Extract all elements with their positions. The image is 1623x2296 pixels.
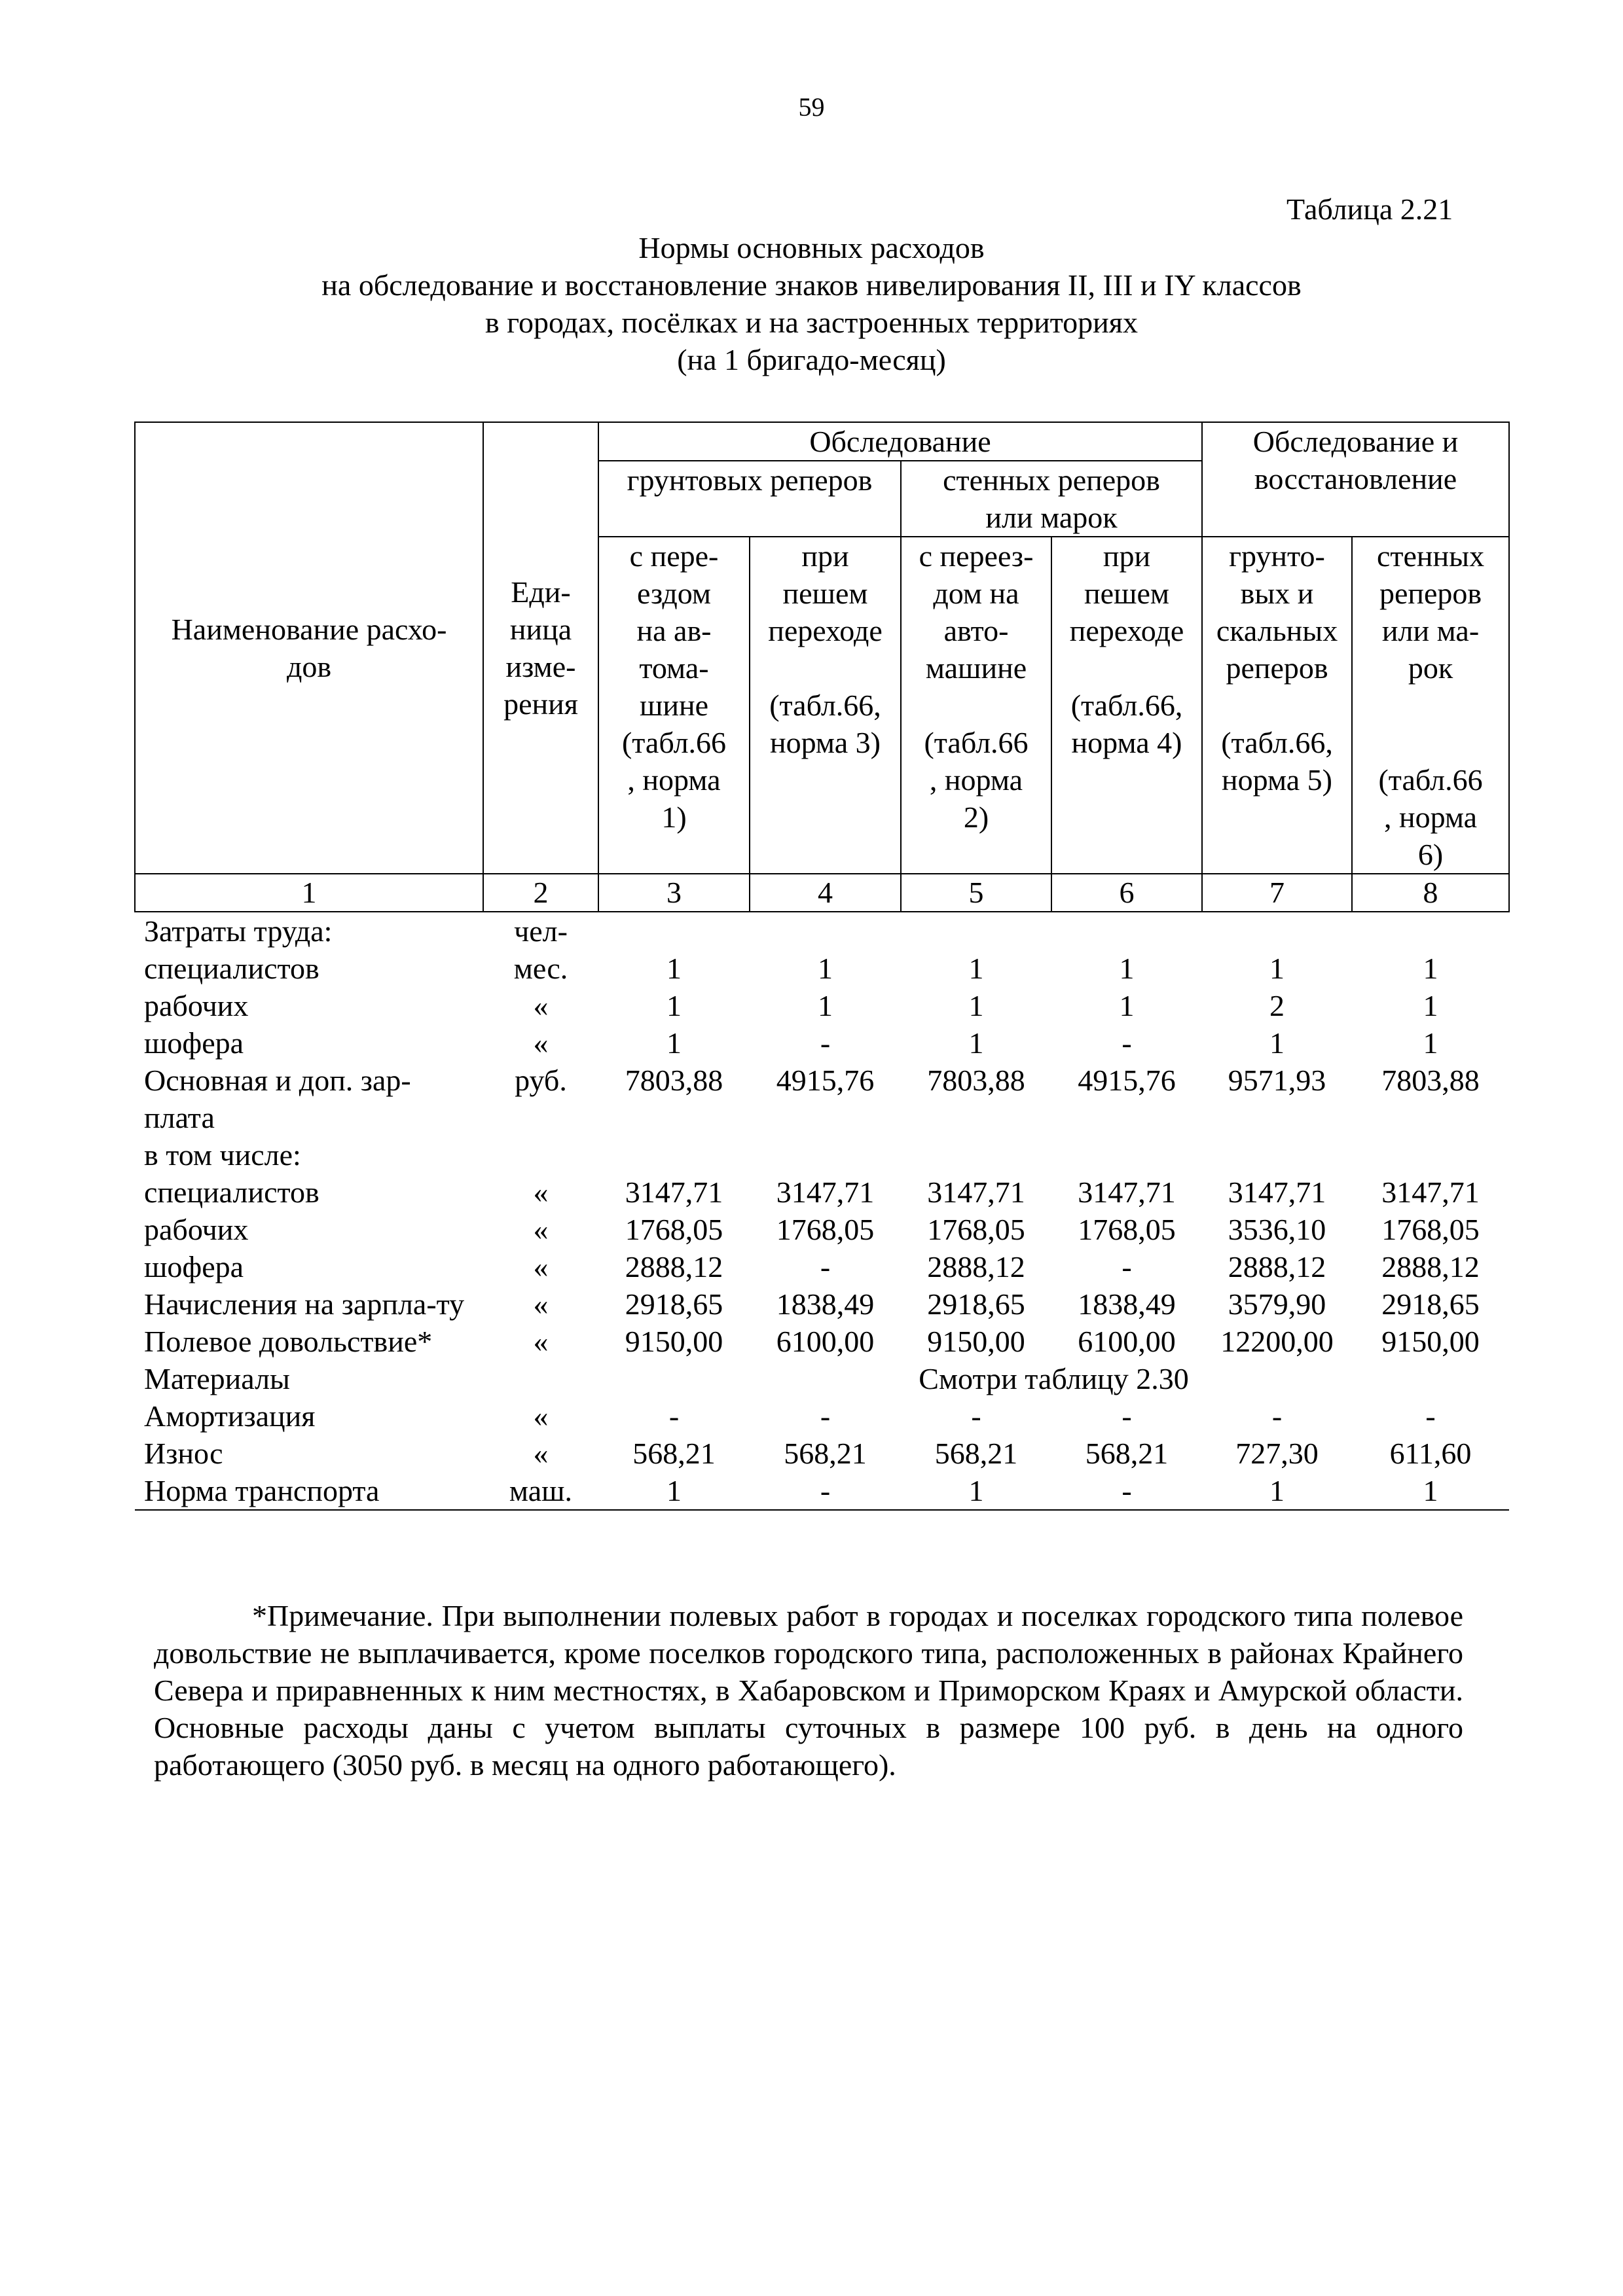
- row-name: Полевое довольствие*: [144, 1325, 433, 1358]
- header-line: (табл.66: [621, 726, 727, 759]
- row-unit: «: [533, 1175, 549, 1209]
- header-line: [1056, 649, 1197, 687]
- row-name: Амортизация: [144, 1399, 316, 1433]
- cell-value: -: [1051, 1472, 1202, 1510]
- cell-value: 6100,00: [1078, 1325, 1176, 1358]
- header-line: пешем: [1084, 577, 1169, 610]
- cell-value: 568,21: [1085, 1437, 1169, 1470]
- header-line: (табл.66,: [1070, 689, 1183, 722]
- table-label: Таблица 2.21: [1286, 192, 1453, 226]
- header-line: рок: [1408, 651, 1453, 685]
- row-unit: [483, 1136, 598, 1174]
- header-survey-restore-line: Обследование и: [1252, 425, 1459, 458]
- cell-value: 2: [1269, 989, 1285, 1022]
- column-number: 7: [1202, 874, 1352, 912]
- row-name: Норма транспорта: [135, 1472, 483, 1510]
- row-unit: маш.: [483, 1472, 598, 1510]
- header-wall-line: или марок: [985, 501, 1118, 534]
- cell-value: 3147,71: [1228, 1175, 1326, 1209]
- header-unit-line: Еди-: [511, 575, 571, 609]
- cell-value: 3147,71: [927, 1175, 1025, 1209]
- header-survey: Обследование: [598, 422, 1202, 461]
- cell-value: 6100,00: [776, 1325, 875, 1358]
- header-line: с пере-: [629, 539, 719, 573]
- column-number: 6: [1051, 874, 1202, 912]
- cell-value: 1838,49: [776, 1287, 875, 1321]
- header-col-5: [901, 537, 1051, 874]
- cell-value: 1: [818, 952, 833, 985]
- table-row: [135, 1211, 1509, 1248]
- cell-value: 12200,00: [1220, 1325, 1334, 1358]
- header-col-7: [1202, 537, 1352, 874]
- cell-value: 3147,71: [776, 1175, 875, 1209]
- row-unit: «: [533, 989, 549, 1022]
- table-row: [135, 1136, 1509, 1174]
- cell-value: 3536,10: [1228, 1213, 1326, 1246]
- cell-value: 7803,88: [625, 1064, 723, 1097]
- cell-value: 1: [968, 1026, 984, 1060]
- header-line: [1357, 687, 1504, 724]
- cell-value: 9150,00: [927, 1325, 1025, 1358]
- header-unit-line: изме-: [505, 650, 576, 683]
- cell-value: 2888,12: [1381, 1250, 1480, 1283]
- table-row: [135, 1360, 1509, 1397]
- header-line: (табл.66: [1378, 763, 1483, 797]
- cell-value: 1: [1119, 989, 1135, 1022]
- row-unit: «: [533, 1250, 549, 1283]
- cell-value: 1: [666, 989, 682, 1022]
- cell-value: 2918,65: [927, 1287, 1025, 1321]
- row-unit: «: [533, 1437, 549, 1470]
- header-col-3: [598, 537, 750, 874]
- header-line: (табл.66,: [1221, 726, 1333, 759]
- header-line: при: [801, 539, 849, 573]
- header-line: пешем: [782, 577, 868, 610]
- cell-value: 611,60: [1389, 1437, 1472, 1470]
- cell-value: 1: [1423, 952, 1438, 985]
- header-unit: [483, 422, 598, 874]
- header-survey-restore: [1202, 422, 1509, 537]
- header-line: реперов: [1379, 577, 1482, 610]
- cell-value: 568,21: [784, 1437, 867, 1470]
- table-row: [135, 950, 1509, 987]
- cell-value: [1352, 1136, 1509, 1174]
- column-number: 8: [1352, 874, 1509, 912]
- cell-value: 1: [1269, 952, 1285, 985]
- cell-value: 1768,05: [625, 1213, 723, 1246]
- page-number: 59: [798, 92, 825, 122]
- header-line: , норма: [929, 763, 1023, 797]
- cell-value: 2888,12: [625, 1250, 723, 1283]
- header-line: переходе: [768, 614, 883, 647]
- header-survey-restore-line: восстановление: [1254, 462, 1457, 495]
- header-line: с переез-: [919, 539, 1034, 573]
- table-title: [0, 229, 1623, 378]
- header-wall-line: стенных реперов: [943, 463, 1160, 497]
- cell-value: 1838,49: [1078, 1287, 1176, 1321]
- header-line: (табл.66,: [769, 689, 881, 722]
- cell-value: -: [1122, 1026, 1132, 1060]
- cell-value: 2888,12: [1228, 1250, 1326, 1283]
- cell-value: 1: [901, 1472, 1051, 1510]
- table-row: [135, 912, 1509, 950]
- row-unit: «: [533, 1026, 549, 1060]
- cell-value: 3147,71: [625, 1175, 723, 1209]
- row-unit: чел-: [514, 914, 568, 948]
- header-line: 1): [661, 800, 687, 834]
- cell-value: -: [820, 1399, 831, 1433]
- cell-value: 1: [666, 1026, 682, 1060]
- table-row: [135, 1285, 1509, 1323]
- row-name: в том числе:: [144, 1138, 301, 1172]
- row-unit: «: [533, 1213, 549, 1246]
- cell-value: 9150,00: [1381, 1325, 1480, 1358]
- cell-value: [1202, 912, 1352, 950]
- cell-value: 4915,76: [1078, 1064, 1176, 1097]
- cell-value: 1: [1119, 952, 1135, 985]
- norms-table: [134, 422, 1510, 1511]
- table-row: [135, 1323, 1509, 1360]
- table-body: [135, 912, 1509, 1510]
- header-line: [905, 687, 1047, 724]
- cell-value: 1: [968, 952, 984, 985]
- cell-value: -: [1122, 1399, 1132, 1433]
- cell-value: 727,30: [1235, 1437, 1319, 1470]
- cell-value: 9571,93: [1228, 1064, 1326, 1097]
- header-line: при: [1103, 539, 1151, 573]
- header-ground-benchmarks: грунтовых реперов: [598, 461, 901, 537]
- header-line: [754, 649, 896, 687]
- cell-value: 1768,05: [1078, 1213, 1176, 1246]
- column-number: 3: [598, 874, 750, 912]
- header-line: , норма: [1383, 800, 1478, 834]
- row-name: специалистов: [144, 952, 319, 985]
- row-name: Основная и доп. зар-плата: [144, 1064, 411, 1134]
- header-line: или ма-: [1381, 614, 1480, 647]
- header-line: стенных: [1377, 539, 1485, 573]
- cell-value: 1: [968, 989, 984, 1022]
- cell-value: 1: [1423, 1026, 1438, 1060]
- cell-value: -: [1122, 1250, 1132, 1283]
- cell-value: [750, 912, 901, 950]
- merged-cell: Смотри таблицу 2.30: [919, 1362, 1189, 1395]
- header-line: реперов: [1226, 651, 1328, 685]
- cell-value: [1051, 1136, 1202, 1174]
- cell-value: 1: [1202, 1472, 1352, 1510]
- header-name-line: Наименование расхо-: [171, 613, 447, 646]
- header-line: (табл.66: [924, 726, 1029, 759]
- header-line: ездом: [637, 577, 711, 610]
- cell-value: 4915,76: [776, 1064, 875, 1097]
- cell-value: 3147,71: [1078, 1175, 1176, 1209]
- header-line: авто-: [943, 614, 1009, 647]
- header-line: на ав-: [636, 614, 712, 647]
- header-line: вых и: [1240, 577, 1314, 610]
- cell-value: 3579,90: [1228, 1287, 1326, 1321]
- cell-value: [901, 912, 1051, 950]
- cell-value: [901, 1136, 1051, 1174]
- row-name: Затраты труда:: [144, 914, 333, 948]
- footnote: *Примечание. При выполнении полевых работ в городах и поселках городского типа полевое довольствие не выплачивается, кроме поселков городского типа, расположенных в районах Крайнего Севера и приравненных к ним местностях, в Хабаровском и Приморском Краях и Амурской области. Основные расходы даны с учетом выплаты суточных в размере 100 руб. в день на одного работающего (3050 руб. в месяц на одного работающего).: [154, 1599, 1463, 1782]
- row-name: шофера: [144, 1250, 244, 1283]
- table-row: [135, 1472, 1509, 1510]
- cell-value: [1202, 1136, 1352, 1174]
- header-name-line: дов: [286, 650, 332, 683]
- row-name: шофера: [144, 1026, 244, 1060]
- cell-value: 2888,12: [927, 1250, 1025, 1283]
- cell-value: 7803,88: [927, 1064, 1025, 1097]
- table-row: [135, 1062, 1509, 1136]
- header-wall-benchmarks: [901, 461, 1202, 537]
- header-line: дом на: [933, 577, 1019, 610]
- cell-value: 2918,65: [1381, 1287, 1480, 1321]
- table-row: [135, 1248, 1509, 1285]
- header-col-4: [750, 537, 901, 874]
- header-line: переходе: [1069, 614, 1184, 647]
- cell-value: 568,21: [632, 1437, 716, 1470]
- cell-value: -: [750, 1472, 901, 1510]
- table-row: [135, 1397, 1509, 1435]
- header-line: норма 3): [770, 726, 881, 759]
- header-line: шине: [639, 689, 709, 722]
- cell-value: -: [1271, 1399, 1283, 1433]
- cell-value: 3147,71: [1381, 1175, 1480, 1209]
- header-line: скальных: [1216, 614, 1338, 647]
- title-line: (на 1 бригадо-месяц): [677, 343, 946, 376]
- header-line: 6): [1417, 838, 1444, 871]
- header-line: машине: [925, 651, 1027, 685]
- row-unit: мес.: [513, 952, 568, 985]
- row-name: специалистов: [144, 1175, 319, 1209]
- cell-value: 568,21: [934, 1437, 1018, 1470]
- cell-value: 1: [1352, 1472, 1509, 1510]
- table-row: [135, 987, 1509, 1024]
- cell-value: [598, 912, 750, 950]
- cell-value: 9150,00: [625, 1325, 723, 1358]
- cell-value: [1352, 912, 1509, 950]
- cell-value: 1768,05: [1381, 1213, 1480, 1246]
- column-numbers-row: [135, 874, 1509, 912]
- cell-value: 1768,05: [776, 1213, 875, 1246]
- row-name: Износ: [144, 1437, 223, 1470]
- cell-value: 1: [1423, 989, 1438, 1022]
- cell-value: 7803,88: [1381, 1064, 1480, 1097]
- header-line: , норма: [627, 763, 721, 797]
- column-number: 2: [483, 874, 598, 912]
- title-line: Нормы основных расходов: [638, 231, 985, 264]
- cell-value: -: [668, 1399, 680, 1433]
- cell-value: -: [1425, 1399, 1436, 1433]
- cell-value: [750, 1136, 901, 1174]
- cell-value: 1: [818, 989, 833, 1022]
- header-line: тома-: [639, 651, 709, 685]
- cell-value: 2918,65: [625, 1287, 723, 1321]
- table-row: [135, 1024, 1509, 1062]
- row-name: рабочих: [144, 989, 249, 1022]
- column-number: 5: [901, 874, 1051, 912]
- header-line: грунто-: [1229, 539, 1325, 573]
- title-line: в городах, посёлках и на застроенных территориях: [485, 306, 1138, 339]
- header-unit-line: ница: [509, 613, 572, 646]
- header-line: [1207, 687, 1347, 724]
- header-line: 2): [963, 800, 989, 834]
- header-col-8: [1352, 537, 1509, 874]
- cell-value: 1768,05: [927, 1213, 1025, 1246]
- row-unit: [483, 1360, 598, 1397]
- header-col-6: [1051, 537, 1202, 874]
- cell-value: 1: [1269, 1026, 1285, 1060]
- cell-value: -: [820, 1026, 831, 1060]
- header-line: норма 4): [1071, 726, 1182, 759]
- cell-value: 1: [598, 1472, 750, 1510]
- table-row: [135, 1435, 1509, 1472]
- header-unit-line: рения: [503, 687, 578, 721]
- title-line: на обследование и восстановление знаков нивелирования II, III и IY классов: [321, 268, 1302, 302]
- cell-value: [1051, 912, 1202, 950]
- row-name: рабочих: [144, 1213, 249, 1246]
- row-name: Начисления на зарпла-ту: [144, 1287, 465, 1321]
- row-name: Материалы: [144, 1362, 290, 1395]
- column-number: 1: [135, 874, 483, 912]
- cell-value: -: [820, 1250, 831, 1283]
- header-line: норма 5): [1222, 763, 1332, 797]
- cell-value: 1: [666, 952, 682, 985]
- cell-value: [598, 1136, 750, 1174]
- row-unit: «: [533, 1399, 549, 1433]
- row-unit: руб.: [515, 1064, 567, 1097]
- row-unit: «: [533, 1325, 549, 1358]
- cell-value: -: [971, 1399, 981, 1433]
- table-row: [135, 1174, 1509, 1211]
- column-number: 4: [750, 874, 901, 912]
- header-name: [135, 422, 483, 874]
- row-unit: «: [533, 1287, 549, 1321]
- header-line: [1357, 724, 1504, 761]
